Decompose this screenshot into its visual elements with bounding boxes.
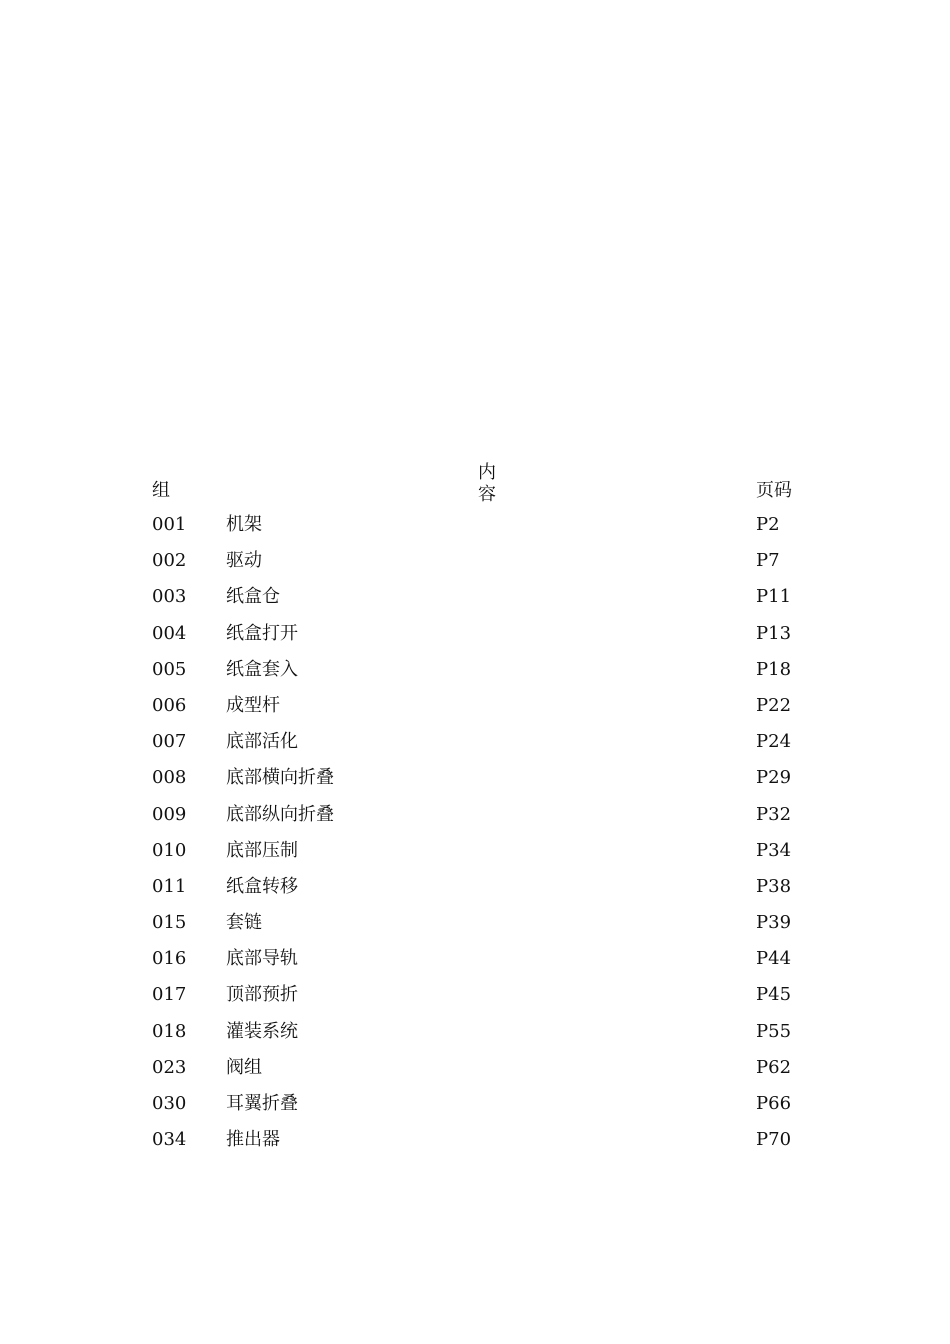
group-code: 034 (152, 1129, 187, 1151)
page-number: P70 (756, 1129, 792, 1151)
group-code: 001 (152, 514, 187, 535)
section-title: 耳翼折叠 (226, 1093, 298, 1114)
toc-row (152, 839, 812, 875)
toc-row (152, 622, 812, 658)
page-number: P24 (756, 731, 792, 753)
toc-header (152, 462, 812, 508)
section-title: 纸盒套入 (226, 658, 298, 680)
group-code: 015 (152, 912, 187, 934)
toc-row (152, 694, 812, 730)
page-number: P45 (756, 984, 792, 1006)
header-group: 组 (152, 480, 170, 501)
section-title: 底部导轨 (226, 948, 298, 970)
section-title: 套链 (226, 912, 262, 934)
toc-row (152, 1092, 812, 1128)
section-title: 阀组 (226, 1056, 262, 1078)
group-code: 006 (152, 694, 187, 716)
toc-row (152, 983, 812, 1019)
group-code: 017 (152, 984, 187, 1006)
section-title: 成型杆 (226, 694, 280, 716)
page-number: P22 (756, 694, 792, 716)
page-number: P13 (756, 622, 792, 644)
group-code: 004 (152, 622, 187, 644)
page-number: P39 (756, 912, 792, 934)
page-number: P55 (756, 1020, 792, 1042)
toc-row (152, 1056, 812, 1092)
toc-row (152, 730, 812, 766)
group-code: 008 (152, 767, 187, 789)
toc-row (152, 911, 812, 947)
section-title: 底部横向折叠 (226, 767, 334, 789)
group-code: 007 (152, 731, 187, 753)
page-number: P29 (756, 767, 792, 789)
section-title: 底部压制 (226, 839, 298, 861)
section-title: 底部纵向折叠 (226, 803, 334, 825)
group-code: 003 (152, 586, 187, 608)
section-title: 纸盒打开 (226, 622, 298, 644)
group-code: 010 (152, 839, 187, 861)
section-title: 顶部预折 (226, 984, 298, 1006)
group-code: 009 (152, 803, 187, 825)
toc-row (152, 875, 812, 911)
toc-rows (152, 513, 812, 1164)
table-of-contents (152, 462, 812, 1151)
header-page: 页码 (756, 480, 792, 501)
section-title: 纸盒转移 (226, 875, 298, 897)
toc-row (152, 947, 812, 983)
page-number: P32 (756, 803, 792, 825)
page-number: P7 (756, 550, 780, 572)
group-code: 018 (152, 1020, 187, 1042)
group-code: 016 (152, 948, 187, 970)
page-number: P44 (756, 948, 792, 970)
page-number: P11 (756, 586, 792, 608)
group-code: 002 (152, 550, 187, 572)
toc-row (152, 549, 812, 585)
section-title: 底部活化 (226, 731, 298, 753)
toc-row (152, 766, 812, 802)
toc-row (152, 1020, 812, 1056)
page-number: P2 (756, 514, 780, 535)
page-number: P34 (756, 839, 792, 861)
page-number: P38 (756, 875, 792, 897)
group-code: 030 (152, 1093, 187, 1114)
group-code: 023 (152, 1056, 187, 1078)
header-content: 内容 (478, 462, 496, 505)
page-number: P66 (756, 1093, 792, 1114)
page-number: P18 (756, 658, 792, 680)
section-title: 灌装系统 (226, 1020, 298, 1042)
section-title: 纸盒仓 (226, 586, 280, 608)
section-title: 推出器 (226, 1129, 280, 1151)
section-title: 驱动 (226, 550, 262, 572)
group-code: 005 (152, 658, 187, 680)
toc-row (152, 803, 812, 839)
toc-row (152, 513, 812, 549)
group-code: 011 (152, 875, 187, 897)
toc-row (152, 658, 812, 694)
toc-row (152, 585, 812, 621)
page-number: P62 (756, 1056, 792, 1078)
section-title: 机架 (226, 514, 262, 535)
toc-row (152, 1128, 812, 1164)
